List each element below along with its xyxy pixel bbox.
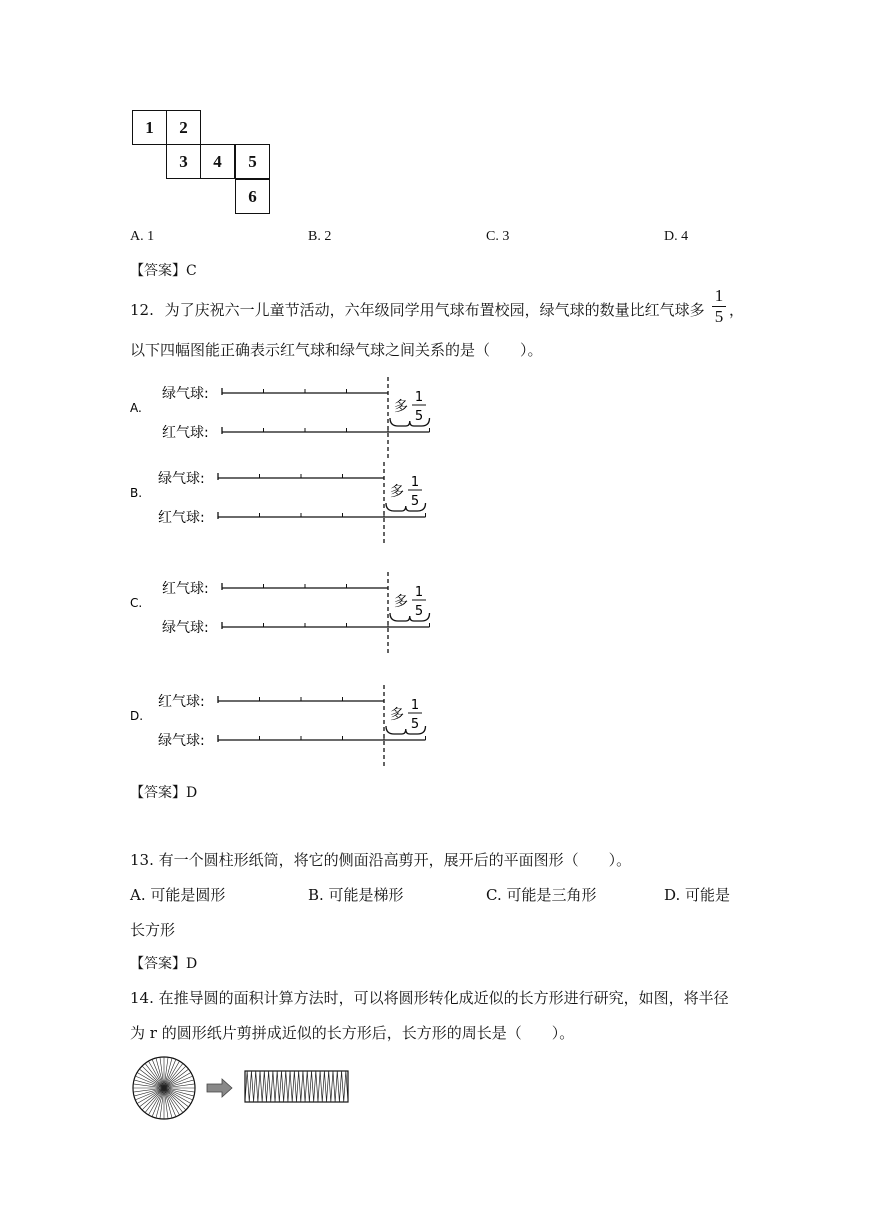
numerator: 1 [714, 286, 724, 305]
answer-12: 【答案】D [130, 785, 198, 801]
fraction-numerator: 1 [410, 475, 420, 490]
fraction [712, 287, 726, 326]
net-cell: 2 [166, 110, 201, 145]
answer-11: 【答案】C [130, 263, 197, 279]
zigzag-rectangle-icon [245, 1071, 348, 1102]
top-bar-label: 红气球: [158, 694, 205, 710]
fraction-denominator: 5 [410, 494, 420, 509]
brace [390, 613, 430, 621]
option-label: A. [130, 401, 142, 415]
circle-to-rectangle-figure [130, 1056, 360, 1126]
top-bar-label: 绿气球: [162, 386, 209, 402]
q13-option-d: D. 可能是 [664, 886, 731, 904]
bottom-bar-label: 红气球: [162, 425, 209, 441]
bar-diagram-option [120, 683, 540, 783]
top-bar-label: 红气球: [162, 581, 209, 597]
option-b: B. 2 [308, 229, 332, 244]
denominator: 5 [714, 307, 724, 326]
bottom-bar-label: 绿气球: [158, 733, 205, 749]
net-cell: 1 [132, 110, 167, 145]
question-13: 13. 有一个圆柱形纸筒，将它的侧面沿高剪开，展开后的平面图形（ ）。 [130, 851, 632, 869]
fraction-denominator: 5 [414, 409, 424, 424]
fraction-numerator: 1 [414, 390, 424, 405]
bar-diagram-option [120, 460, 540, 560]
question-text: 为了庆祝六一儿童节活动，六年级同学用气球布置校园，绿气球的数量比红气球多 [164, 301, 705, 319]
question-14-line2: 为 r 的圆形纸片剪拼成近似的长方形后，长方形的周长是（ ）。 [130, 1024, 575, 1042]
option-label: C. [130, 596, 143, 610]
option-label: B. [130, 486, 143, 500]
more-label: 多 [390, 707, 404, 723]
brace [386, 503, 426, 511]
more-label: 多 [390, 484, 404, 500]
option-a: A. 1 [130, 229, 155, 244]
brace [390, 418, 430, 426]
bottom-bar-label: 红气球: [158, 510, 205, 526]
q13-option-d-wrap: 长方形 [130, 921, 176, 939]
net-cell: 6 [235, 179, 270, 214]
fraction-numerator: 1 [410, 698, 420, 713]
fraction-denominator: 5 [410, 717, 420, 732]
arrow-right-icon [207, 1079, 232, 1097]
fraction-numerator: 1 [414, 585, 424, 600]
more-label: 多 [394, 594, 408, 610]
option-d: D. 4 [664, 229, 689, 244]
net-cell: 4 [200, 144, 235, 179]
fraction-denominator: 5 [414, 604, 424, 619]
net-cell: 3 [166, 144, 201, 179]
answer-13: 【答案】D [130, 956, 198, 972]
bar-diagram-option [120, 570, 540, 670]
q13-option-b: B. 可能是梯形 [308, 886, 404, 904]
question-comma: ， [729, 301, 745, 319]
question-number: 12. [130, 301, 154, 319]
option-c: C. 3 [486, 229, 510, 244]
option-label: D. [130, 709, 144, 723]
question-12-line1 [130, 300, 705, 320]
sectored-circle-icon [133, 1057, 195, 1119]
more-label: 多 [394, 399, 408, 415]
top-bar-label: 绿气球: [158, 471, 205, 487]
q13-option-c: C. 可能是三角形 [486, 886, 597, 904]
brace [386, 726, 426, 734]
bottom-bar-label: 绿气球: [162, 620, 209, 636]
question-14-line1: 14. 在推导圆的面积计算方法时，可以将圆形转化成近似的长方形进行研究，如图，将半径 [130, 989, 729, 1007]
net-cell: 5 [235, 144, 270, 179]
question-12-line2: 以下四幅图能正确表示红气球和绿气球之间关系的是（ ）。 [130, 341, 543, 359]
q13-option-a: A. 可能是圆形 [130, 886, 226, 904]
